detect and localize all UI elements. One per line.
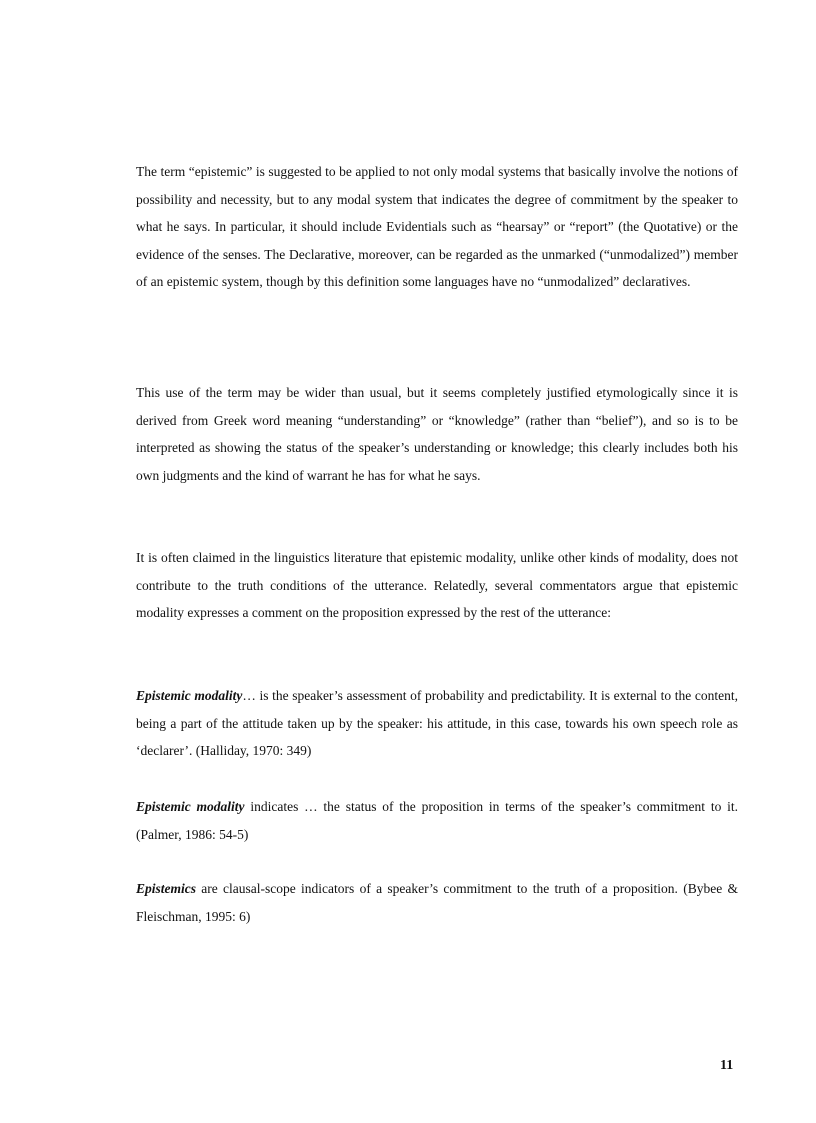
quote-text: … is the speaker’s assessment of probability and predictability. It is external to the content, being a part of the attitude taken up by the speaker: his attitude, in this case, towards his own speech role as ‘declarer’. (Halliday, 1970: 349) xyxy=(136,688,738,759)
block-quote-palmer xyxy=(136,793,738,848)
body-paragraph-2: This use of the term may be wider than usual, but it seems completely justified etymologically since it is derived from Greek word meaning “understanding” or “knowledge” (rather than “belief”), and so is to be interpreted as showing the status of the speaker’s understanding or knowledge; this clearly includes both his own judgments and the kind of warrant he has for what he says. xyxy=(136,385,738,483)
body-paragraph-3: It is often claimed in the linguistics literature that epistemic modality, unlike other kinds of modality, does not contribute to the truth conditions of the utterance. Relatedly, several commentators argue that epistemic modality expresses a comment on the proposition expressed by the rest of the utterance: xyxy=(136,550,738,621)
block-quote-halliday xyxy=(136,682,738,765)
body-paragraph-1: The term “epistemic” is suggested to be applied to not only modal systems that basically involve the notions of possibility and necessity, but to any modal system that indicates the degree of commitment by the speaker to what he says. In particular, it should include Evidentials such as “hearsay” or “report” (the Quotative) or the evidence of the senses. The Declarative, moreover, can be regarded as the unmarked (“unmodalized”) member of an epistemic system, though by this definition some languages have no “unmodalized” declaratives. xyxy=(136,164,738,290)
page-number: 11 xyxy=(720,1058,734,1073)
quote-term: Epistemic modality xyxy=(136,799,245,814)
quote-term: Epistemic modality xyxy=(136,688,243,703)
quote-term: Epistemics xyxy=(136,881,196,896)
block-quote-bybee-fleischman xyxy=(136,875,738,930)
quote-text: indicates … the status of the proposition in terms of the speaker’s commitment to it. (Palmer, 1986: 54-5) xyxy=(136,799,738,842)
quote-text: are clausal-scope indicators of a speaker’s commitment to the truth of a proposition. (Bybee & Fleischman, 1995: 6) xyxy=(136,881,738,924)
